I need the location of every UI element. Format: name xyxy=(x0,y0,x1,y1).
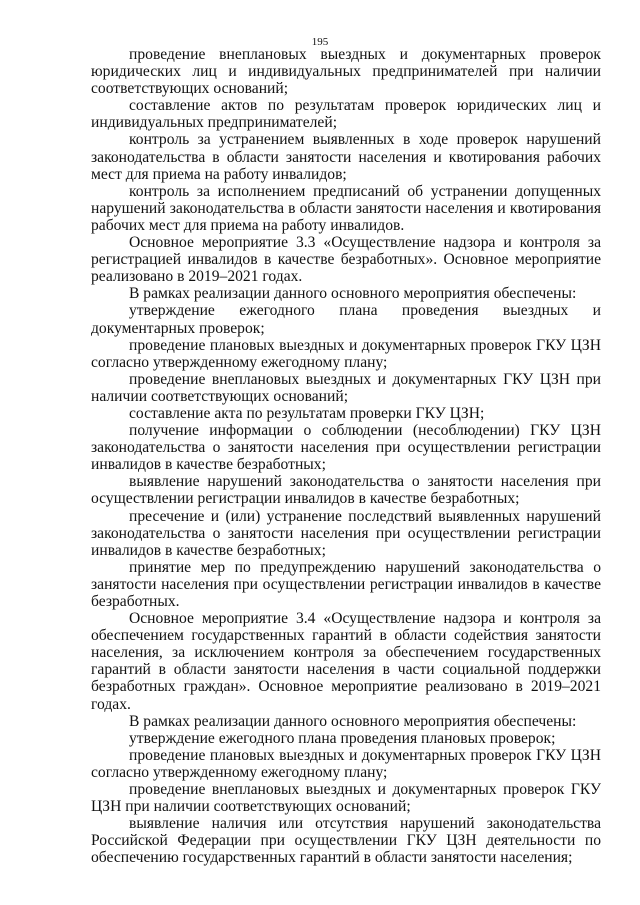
paragraph: проведение плановых выездных и документарных проверок ГКУ ЦЗН согласно утвержденному ежегодному плану; xyxy=(91,746,601,781)
body-text xyxy=(91,46,601,867)
paragraph: контроль за исполнением предписаний об устранении допущенных нарушений законодательства в области занятости населения и квотирования рабочих мест для приема на работу инвалидов. xyxy=(91,182,601,234)
paragraph: получение информации о соблюдении (несоблюдении) ГКУ ЦЗН законодательства о занятости населения при осуществлении регистрации инвалидов в качестве безработных; xyxy=(91,422,601,474)
paragraph: Основное мероприятие 3.4 «Осуществление надзора и контроля за обеспечением государственных гарантий в области содействия занятости населения, за исключением контроля за обеспечением государственных гарантий в области занятости населения в части социальной поддержки безработных граждан». Основное мероприятие реализовано в 2019–2021 годах. xyxy=(91,610,601,713)
paragraph: контроль за устранением выявленных в ходе проверок нарушений законодательства в области занятости населения и квотирования рабочих мест для приема на работу инвалидов; xyxy=(91,131,601,183)
paragraph: выявление наличия или отсутствия нарушений законодательства Российской Федерации при осуществлении ГКУ ЦЗН деятельности по обеспечению государственных гарантий в области занятости населения; xyxy=(91,815,601,867)
paragraph: составление актов по результатам проверок юридических лиц и индивидуальных предпринимателей; xyxy=(91,97,601,132)
paragraph: В рамках реализации данного основного мероприятия обеспечены: xyxy=(129,712,577,730)
paragraph: пресечение и (или) устранение последствий выявленных нарушений законодательства о занятости населения при осуществлении регистрации инвалидов в качестве безработных; xyxy=(91,507,601,559)
paragraph: проведение внеплановых выездных и документарных проверок юридических лиц и индивидуальных предпринимателей при наличии соответствующих оснований; xyxy=(91,46,601,98)
paragraph: проведение внеплановых выездных и документарных ГКУ ЦЗН при наличии соответствующих оснований; xyxy=(91,370,601,405)
paragraph: В рамках реализации данного основного мероприятия обеспечены: xyxy=(129,285,577,303)
paragraph: утверждение ежегодного плана проведения плановых проверок; xyxy=(129,729,556,747)
paragraph: составление акта по результатам проверки ГКУ ЦЗН; xyxy=(129,404,485,422)
paragraph: проведение внеплановых выездных и документарных проверок ГКУ ЦЗН при наличии соответствующих оснований; xyxy=(91,781,601,816)
paragraph: выявление нарушений законодательства о занятости населения при осуществлении регистрации инвалидов в качестве безработных; xyxy=(91,473,601,508)
paragraph: утверждение ежегодного плана проведения выездных и документарных проверок; xyxy=(91,302,601,337)
paragraph: принятие мер по предупреждению нарушений законодательства о занятости населения при осуществлении регистрации инвалидов в качестве безработных. xyxy=(91,558,601,610)
page-number: 195 xyxy=(311,36,329,48)
paragraph: Основное мероприятие 3.3 «Осуществление надзора и контроля за регистрацией инвалидов в качестве безработных». Основное мероприятие реализовано в 2019–2021 годах. xyxy=(91,234,601,286)
paragraph: проведение плановых выездных и документарных проверок ГКУ ЦЗН согласно утвержденному ежегодному плану; xyxy=(91,336,601,371)
